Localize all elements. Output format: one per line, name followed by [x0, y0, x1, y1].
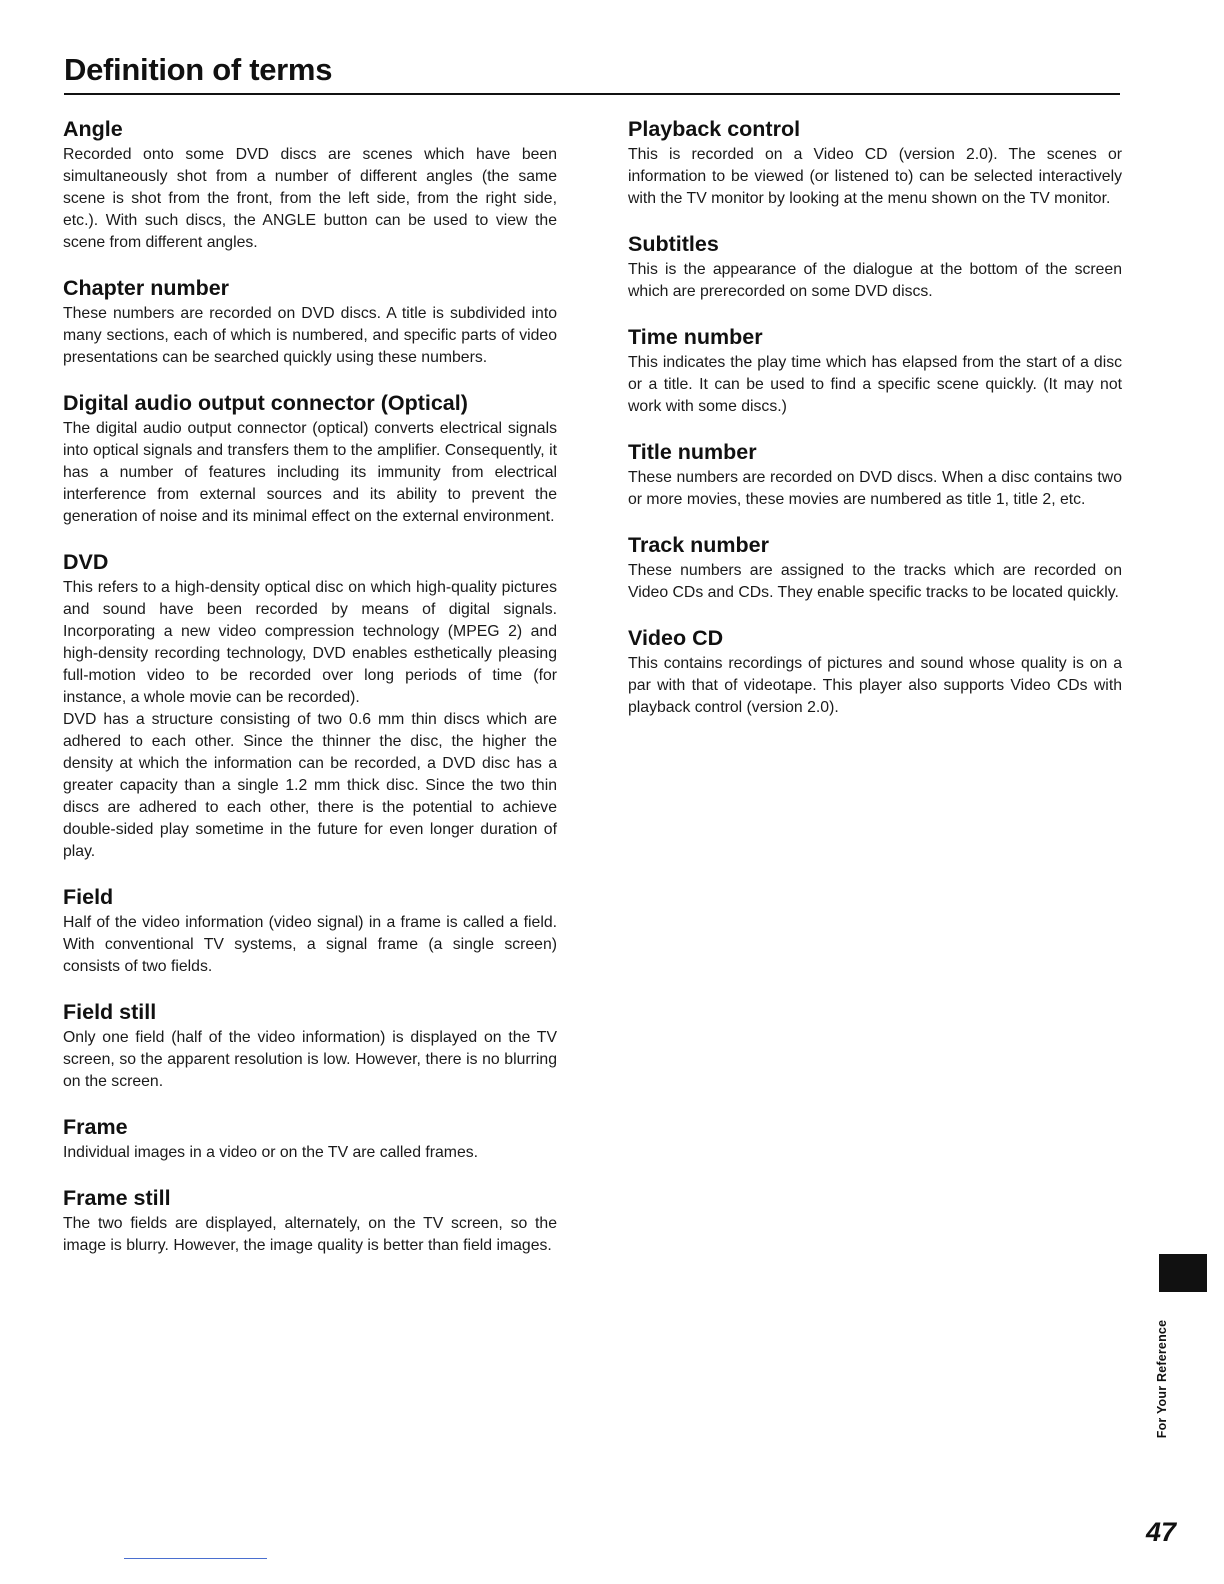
term-frame-still	[63, 1184, 557, 1257]
term-field-still	[63, 998, 557, 1093]
term-definition: The digital audio output connector (optical) converts electrical signals into optical signals and transfers them to the amplifier. Consequently, it has a number of features including its immunity from electrical interference from external sources and its ability to prevent the generation of noise and its minimal effect on the external environment.	[63, 420, 557, 525]
term-definition: The two fields are displayed, alternately, on the TV screen, so the image is blurry. However, the image quality is better than field images.	[63, 1215, 557, 1254]
term-title-number	[628, 438, 1122, 511]
section-side-label: For Your Reference	[1155, 1319, 1169, 1439]
footer-rule	[124, 1558, 267, 1559]
term-definition: Half of the video information (video signal) in a frame is called a field. With conventional TV systems, a signal frame (a single screen) consists of two fields.	[63, 914, 557, 975]
term-definition: This refers to a high-density optical disc on which high-quality pictures and sound have been recorded by means of digital signals. Incorporating a new video compression technology (MPEG 2) and high-density recording technology, DVD enables esthetically pleasing full-motion video to be recorded over long periods of time (for instance, a whole movie can be recorded).	[63, 579, 557, 706]
term-time-number	[628, 323, 1122, 418]
term-definition: Only one field (half of the video information) is displayed on the TV screen, so the apparent resolution is low. However, there is no blurring on the screen.	[63, 1029, 557, 1090]
term-dvd	[63, 548, 557, 863]
left-column	[63, 115, 557, 1277]
term-heading: Subtitles	[628, 232, 719, 256]
term-heading: Angle	[63, 117, 123, 141]
term-heading: DVD	[63, 550, 109, 574]
term-heading: Playback control	[628, 117, 801, 141]
term-frame	[63, 1113, 557, 1164]
term-heading: Track number	[628, 533, 769, 557]
term-heading: Digital audio output connector (Optical)	[63, 391, 468, 415]
term-digital-audio-output	[63, 389, 557, 528]
term-definition: Recorded onto some DVD discs are scenes which have been simultaneously shot from a number of different angles (the same scene is shot from the front, from the left side, from the right side, etc.). With such discs, the ANGLE button can be used to view the scene from different angles.	[63, 146, 557, 251]
term-heading: Video CD	[628, 626, 724, 650]
term-chapter-number	[63, 274, 557, 369]
term-field	[63, 883, 557, 978]
term-heading: Field still	[63, 1000, 157, 1024]
term-definition: This is the appearance of the dialogue at the bottom of the screen which are prerecorded on some DVD discs.	[628, 261, 1122, 300]
term-track-number	[628, 531, 1122, 604]
term-heading: Time number	[628, 325, 763, 349]
term-definition: Individual images in a video or on the TV are called frames.	[63, 1144, 479, 1161]
term-heading: Title number	[628, 440, 757, 464]
term-definition: These numbers are recorded on DVD discs. A title is subdivided into many sections, each of which is numbered, and specific parts of video presentations can be searched quickly using these numbers.	[63, 305, 557, 366]
term-definition: This is recorded on a Video CD (version 2.0). The scenes or information to be viewed (or listened to) can be selected interactively with the TV monitor by looking at the menu shown on the TV monitor.	[628, 146, 1122, 207]
term-angle	[63, 115, 557, 254]
page-title: Definition of terms	[64, 52, 333, 87]
term-heading: Field	[63, 885, 114, 909]
term-definition: This indicates the play time which has elapsed from the start of a disc or a title. It can be used to find a specific scene quickly. (It may not work with some discs.)	[628, 354, 1122, 415]
term-definition-continued: DVD has a structure consisting of two 0.6 mm thin discs which are adhered to each other. Since the thinner the disc, the higher the density at which the information can be recorded, a DVD disc has a greater capacity than a single 1.2 mm thick disc. Since the two thin discs are adhered to each other, there is the potential to achieve double-sided play sometime in the future for even longer duration of play.	[63, 711, 557, 860]
term-definition: These numbers are recorded on DVD discs. When a disc contains two or more movies, these movies are numbered as title 1, title 2, etc.	[628, 469, 1122, 508]
term-definition: This contains recordings of pictures and sound whose quality is on a par with that of videotape. This player also supports Video CDs with playback control (version 2.0).	[628, 655, 1122, 716]
right-column	[628, 115, 1122, 739]
term-heading: Frame	[63, 1115, 128, 1139]
term-playback-control	[628, 115, 1122, 210]
term-heading: Frame still	[63, 1186, 171, 1210]
page-number: 47	[1146, 1517, 1177, 1547]
term-subtitles	[628, 230, 1122, 303]
term-heading: Chapter number	[63, 276, 230, 300]
term-definition: These numbers are assigned to the tracks which are recorded on Video CDs and CDs. They enable specific tracks to be located quickly.	[628, 562, 1122, 601]
section-tab-marker	[1159, 1254, 1207, 1292]
term-video-cd	[628, 624, 1122, 719]
title-divider	[64, 93, 1120, 95]
